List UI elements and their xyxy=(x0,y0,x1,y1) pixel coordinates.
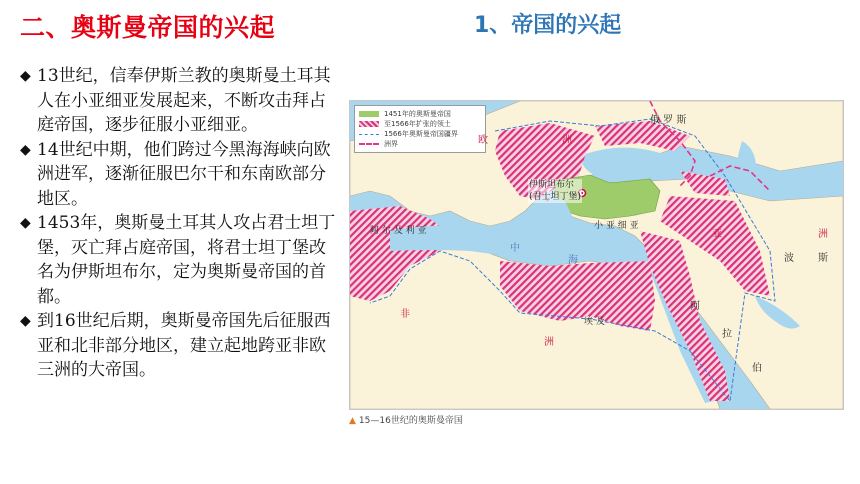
istanbul-name: 伊斯坦布尔 xyxy=(529,180,575,190)
label-asia-1: 亚 xyxy=(712,229,722,240)
legend-label: 洲界 xyxy=(384,140,398,148)
legend-swatch-green xyxy=(359,111,379,117)
label-africa-2: 洲 xyxy=(544,337,554,348)
label-asia-2: 洲 xyxy=(818,229,828,240)
label-asia-minor: 小 亚 细 亚 xyxy=(594,221,639,231)
bullet-text: 13世纪，信奉伊斯兰教的奥斯曼土耳其人在小亚细亚发展起来，不断攻击拜占庭帝国，逐步征服小亚细亚。 xyxy=(37,66,331,135)
map-caption xyxy=(349,413,463,426)
legend-item xyxy=(359,119,481,129)
label-sea-1: 中 xyxy=(510,243,520,254)
legend-label: 1451年的奥斯曼帝国 xyxy=(384,110,451,118)
label-russia: 俄 罗 斯 xyxy=(650,115,687,126)
sub-title: 1、帝国的兴起 xyxy=(474,13,622,38)
label-arabia-1: 阿 xyxy=(690,301,700,312)
diamond-bullet-icon: ◆ xyxy=(20,215,31,231)
bullet-item xyxy=(20,138,338,212)
caption-text: 15—16世纪的奥斯曼帝国 xyxy=(358,416,463,426)
legend-swatch-continent xyxy=(359,143,379,145)
legend-item xyxy=(359,129,481,139)
diamond-bullet-icon: ◆ xyxy=(20,313,31,329)
bullet-text: 到16世纪后期，奥斯曼帝国先后征服西亚和北非部分地区，建立起地跨亚非欧三洲的大帝国。 xyxy=(37,311,331,380)
label-egypt: 埃 及 xyxy=(584,317,605,327)
label-persia-1: 波 xyxy=(784,253,794,264)
legend-swatch-hatch xyxy=(359,121,379,127)
label-arabia-2: 拉 xyxy=(722,329,732,340)
legend-label: 至1566年扩张的领土 xyxy=(384,120,451,128)
label-persia-2: 斯 xyxy=(818,253,828,264)
label-africa-1: 非 xyxy=(400,309,410,320)
caption-triangle-icon: ▲ xyxy=(349,416,356,426)
label-algeria: 阿 尔 及 利 亚 xyxy=(370,226,427,236)
label-europe-2: 洲 xyxy=(562,135,572,146)
label-sea-2: 海 xyxy=(568,255,578,266)
bullet-text: 14世纪中期，他们跨过今黑海海峡向欧洲进军，逐渐征服巴尔干和东南欧部分地区。 xyxy=(37,139,331,209)
label-europe-1: 欧 xyxy=(478,135,488,146)
bullet-text: 1453年，奥斯曼土耳其人攻占君士坦丁堡，灭亡拜占庭帝国，将君士坦丁堡改名为伊斯坦布尔，定为奥斯曼帝国的首都。 xyxy=(37,213,336,307)
bullet-list xyxy=(20,64,338,383)
legend-item xyxy=(359,109,481,119)
legend-item xyxy=(359,139,481,149)
label-arabia-3: 伯 xyxy=(752,363,762,374)
bullet-item xyxy=(20,64,338,138)
diamond-bullet-icon: ◆ xyxy=(20,68,31,84)
diamond-bullet-icon: ◆ xyxy=(20,141,31,158)
map-legend xyxy=(354,105,486,153)
bullet-item xyxy=(20,309,338,383)
section-title: 二、奥斯曼帝国的兴起 xyxy=(20,13,276,42)
legend-label: 1566年奥斯曼帝国疆界 xyxy=(384,130,458,138)
bullet-item xyxy=(20,211,338,309)
legend-swatch-border xyxy=(359,134,379,135)
istanbul-label xyxy=(528,179,582,203)
ottoman-empire-map xyxy=(349,100,844,410)
istanbul-old-name: (君士坦丁堡) xyxy=(529,192,582,202)
